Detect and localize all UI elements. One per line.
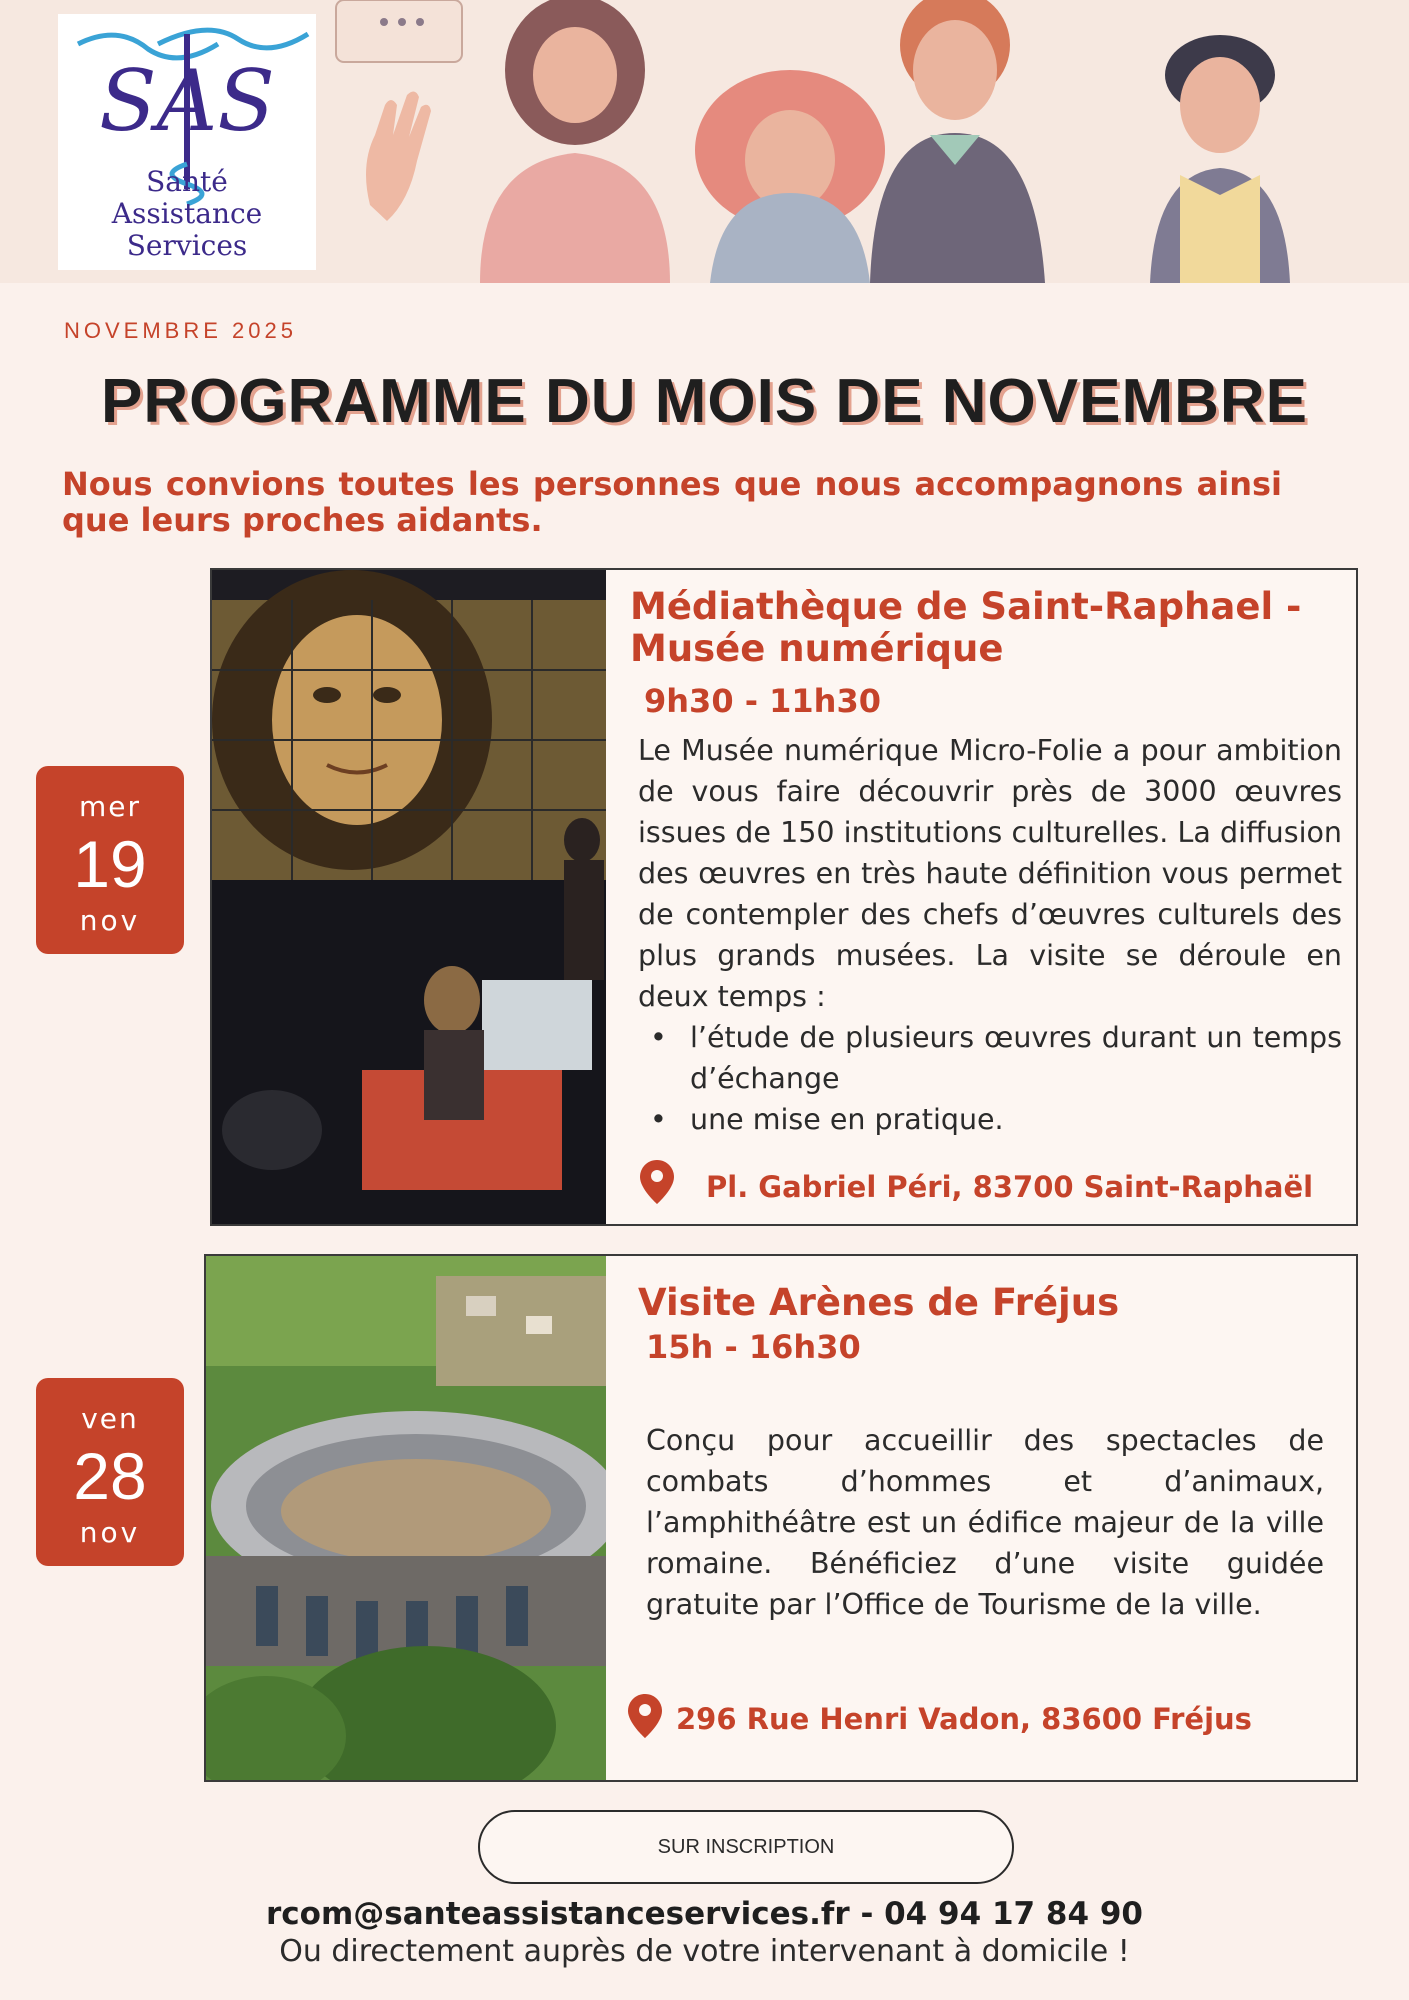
date-badge-event-2 (36, 1378, 184, 1566)
list-item: • l’étude de plusieurs œuvres durant un temps d’échange (638, 1017, 1342, 1099)
company-logo (58, 14, 316, 270)
month-label: NOVEMBRE 2025 (64, 318, 297, 343)
location-pin-icon (628, 1694, 662, 1738)
date-day: 28 (73, 1439, 147, 1513)
date-dow: mer (78, 790, 141, 823)
page-title: PROGRAMME DU MOIS DE NOVEMBRE (100, 367, 1309, 436)
list-item: • une mise en pratique. (638, 1099, 1342, 1140)
event-card-1 (210, 568, 1358, 1226)
museum-photo (212, 570, 606, 1224)
event-location: 296 Rue Henri Vadon, 83600 Fréjus (676, 1702, 1252, 1736)
event-description: Le Musée numérique Micro-Folie a pour ambition de vous faire découvrir près de 3000 œuvres issues de 150 institutions culturelles. La diffusion des œuvres en très haute définition vous permet de contempler des chefs d’œuvres culturels des plus grands musées. La visite se déroule en deux temps : (638, 734, 1342, 1013)
registration-button[interactable]: SUR INSCRIPTION (478, 1810, 1014, 1884)
event-description: Conçu pour accueillir des spectacles de combats d’hommes et d’animaux, l’amphithéâtre est un édifice majeur de la ville romaine. Bénéficiez d’une visite guidée gratuite par l’Office de Tourisme de la ville. (646, 1424, 1324, 1621)
event-title: Médiathèque de Saint-Raphael - Musée numérique (630, 585, 1302, 670)
event-card-2 (204, 1254, 1358, 1782)
date-badge-event-1 (36, 766, 184, 954)
event-1-body (630, 586, 1342, 1140)
date-month: nov (79, 1516, 141, 1549)
event-time: 15h - 16h30 (646, 1328, 861, 1366)
event-bullet-list (630, 1017, 1342, 1140)
contact-line: rcom@santeassistanceservices.fr - 04 94 17 84 90 (266, 1896, 1143, 1932)
event-2-body (638, 1282, 1324, 1625)
logo-line-2: Assistance (111, 197, 263, 230)
contact-subline: Ou directement auprès de votre intervenant à domicile ! (279, 1934, 1130, 1969)
date-month: nov (79, 904, 141, 937)
logo-line-3: Services (126, 229, 248, 262)
event-title: Visite Arènes de Fréjus (638, 1281, 1120, 1324)
event-location: Pl. Gabriel Péri, 83700 Saint-Raphaël (706, 1170, 1314, 1204)
logo-line-1: Santé (146, 165, 228, 198)
date-dow: ven (81, 1402, 139, 1435)
intro-text: Nous convions toutes les personnes que nous accompagnons ainsi que leurs proches aidants. (62, 465, 1282, 539)
logo-monogram: SAS (99, 52, 275, 150)
location-pin-icon (640, 1160, 674, 1204)
header-banner (0, 0, 1409, 283)
event-time: 9h30 - 11h30 (644, 682, 881, 720)
date-day: 19 (73, 827, 147, 901)
arena-photo (206, 1256, 606, 1780)
